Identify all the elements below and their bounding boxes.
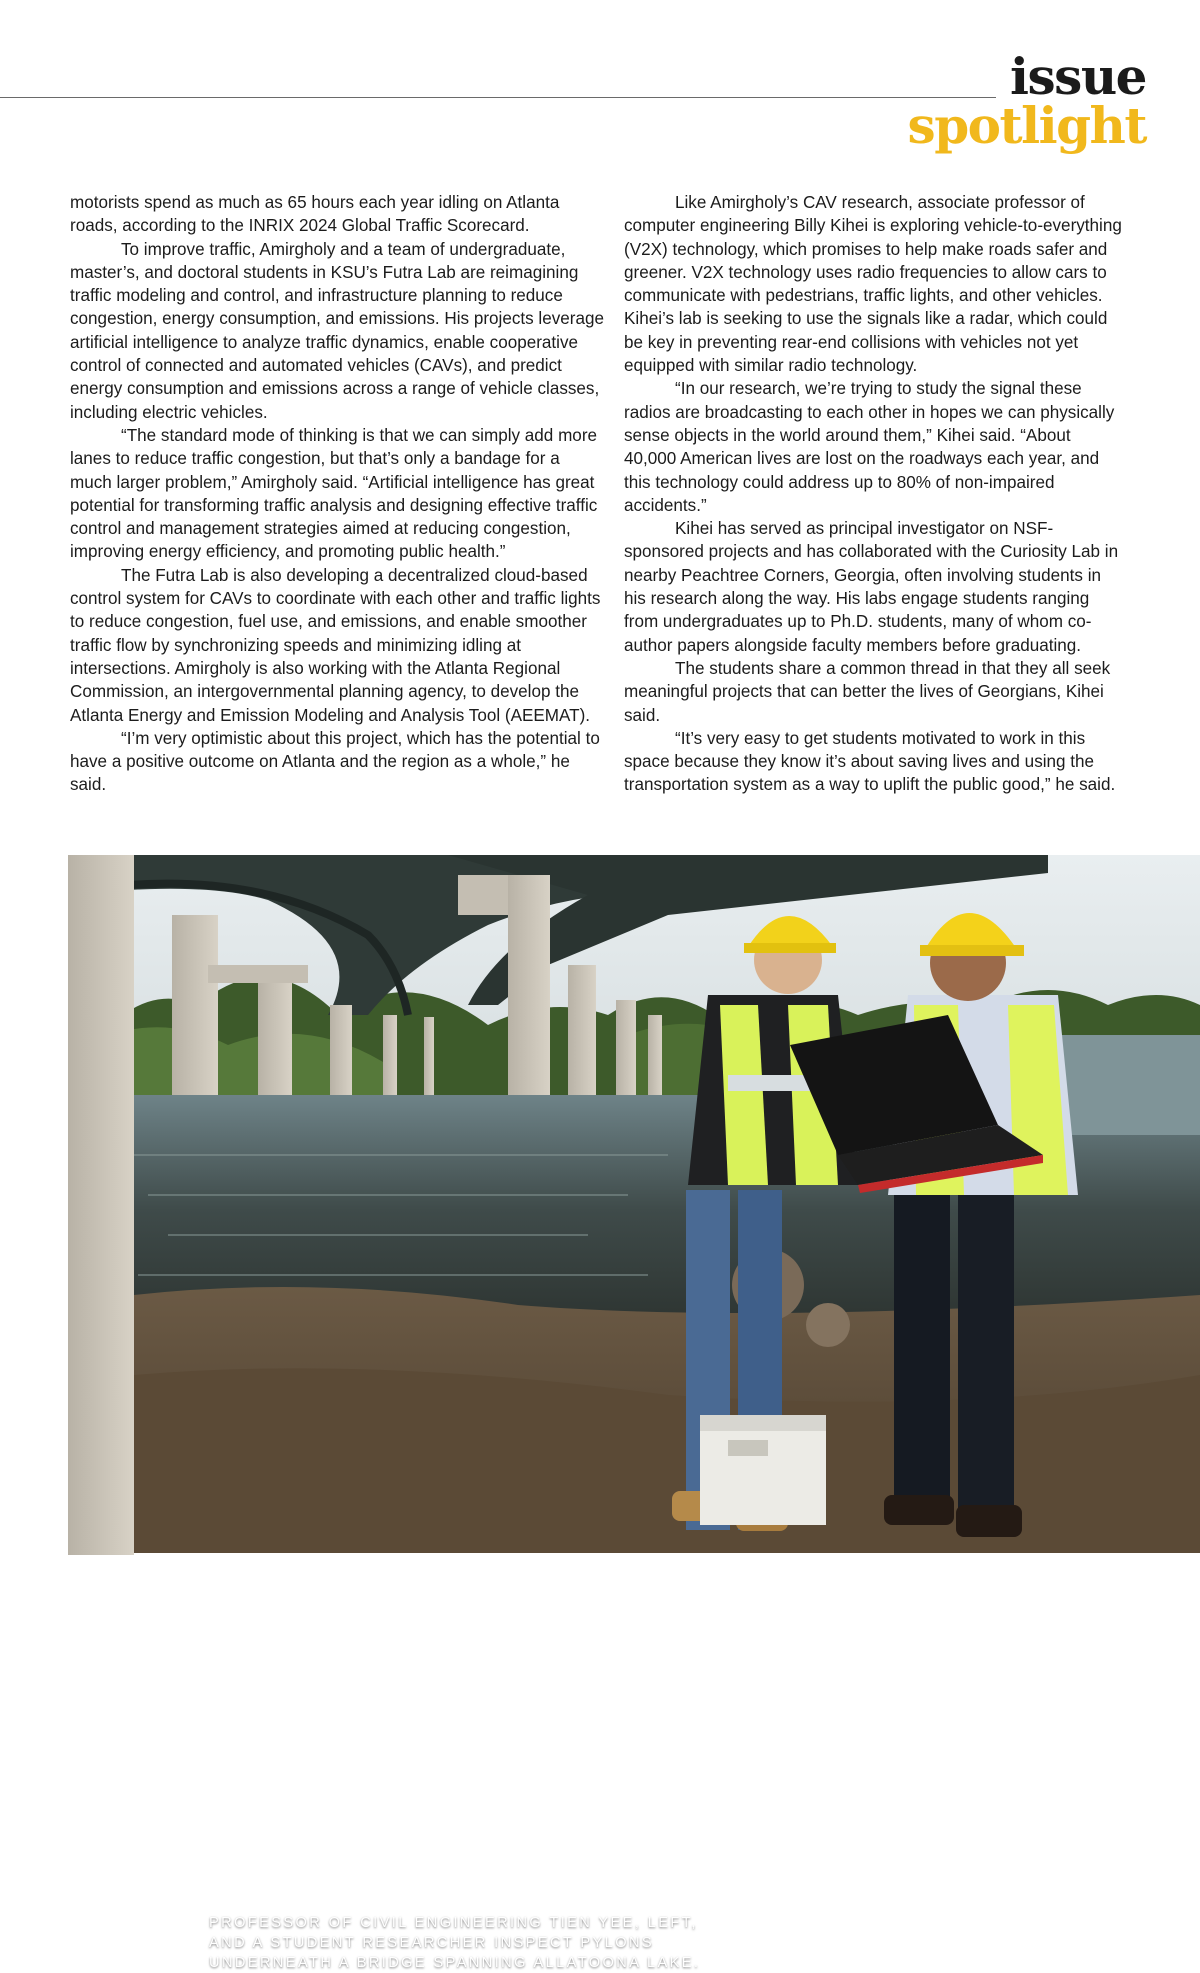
section-label-spotlight: spotlight xyxy=(907,96,1146,155)
paragraph: To improve traffic, Amirgholy and a team of undergraduate, master’s, and doctoral students in KSU’s Futra Lab are reimagining traffic modeling and control, and infrastructure planning to reduce congestion, energy consumption, and emissions. His projects leverage artificial intelligence to analyze traffic dynamics, enable cooperative control of connected and automated vehicles (CAVs), and predict energy consumption and emissions across a range of vehicle classes, including electric vehicles. xyxy=(70,239,604,422)
paragraph: “It’s very easy to get students motivated to work in this space because they know it’s about saving lives and using the transportation system as a way to uplift the public good,” he said. xyxy=(624,728,1116,795)
paragraph: “The standard mode of thinking is that we can simply add more lanes to reduce traffic congestion, but that’s only a bandage for a much larger problem,” Amirgholy said. “Artificial intelligence has great potential for transforming traffic analysis and designing effective traffic control and management strategies aimed at reducing congestion, improving energy efficiency, and promoting public health.” xyxy=(70,425,598,562)
paragraph: motorists spend as much as 65 hours each year idling on Atlanta roads, according to the INRIX 2024 Global Traffic Scorecard. xyxy=(70,193,560,236)
paragraph: The Futra Lab is also developing a decentralized cloud-based control system for CAVs to coordinate with each other and traffic lights to reduce congestion, fuel use, and emissions, and enable smoother traffic flow by synchronizing speeds and minimizing idling at intersections. Amirgholy is also working with the Atlanta Regional Commission, an intergovernmental planning agency, to develop the Atlanta Energy and Emission Modeling and Analysis Tool (AEEMAT). xyxy=(70,565,601,725)
paragraph: Like Amirgholy’s CAV research, associate professor of computer engineering Billy Kihei is exploring vehicle-to-everything (V2X) technology, which promises to help make roads safer and greener. V2X technology uses radio frequencies to allow cars to communicate with pedestrians, traffic lights, and other vehicles. Kihei’s lab is seeking to use the signals like a radar, which could be key in preventing rear-end collisions with vehicles not yet equipped with similar radio technology. xyxy=(624,193,1122,376)
paragraph: The students share a common thread in that they all seek meaningful projects that can better the lives of Georgians, Kihei said. xyxy=(624,658,1111,725)
paragraph: “I’m very optimistic about this project, which has the potential to have a positive outcome on Atlanta and the region as a whole,” he said. xyxy=(70,728,600,795)
photo-caption: PROFESSOR OF CIVIL ENGINEERING TIEN YEE, LEFT, AND A STUDENT RESEARCHER INSPECT PYLONS UNDERNEATH A BRIDGE SPANNING ALLATOONA LAKE. xyxy=(209,1915,701,1971)
paragraph: “In our research, we’re trying to study the signal these radios are broadcasting to each other in hopes we can physically sense objects in the world around them,” Kihei said. “About 40,000 American lives are lost on the roadways each year, and this technology could address up to 80% of non-impaired accidents.” xyxy=(624,379,1115,515)
article-column-right xyxy=(624,191,1124,797)
photo-illustration xyxy=(68,855,1200,1553)
section-label xyxy=(907,47,1146,155)
header-rule xyxy=(0,97,996,98)
feature-photo xyxy=(68,855,1200,1971)
paragraph: Kihei has served as principal investigator on NSF-sponsored projects and has collaborated with the Curiosity Lab in nearby Peachtree Corners, Georgia, often involving students in his research along the way. His labs engage students ranging from undergraduates up to Ph.D. students, many of whom co-author papers alongside faculty members before graduating. xyxy=(624,519,1119,655)
section-label-issue: issue xyxy=(1010,47,1146,106)
article-column-left xyxy=(70,191,604,797)
